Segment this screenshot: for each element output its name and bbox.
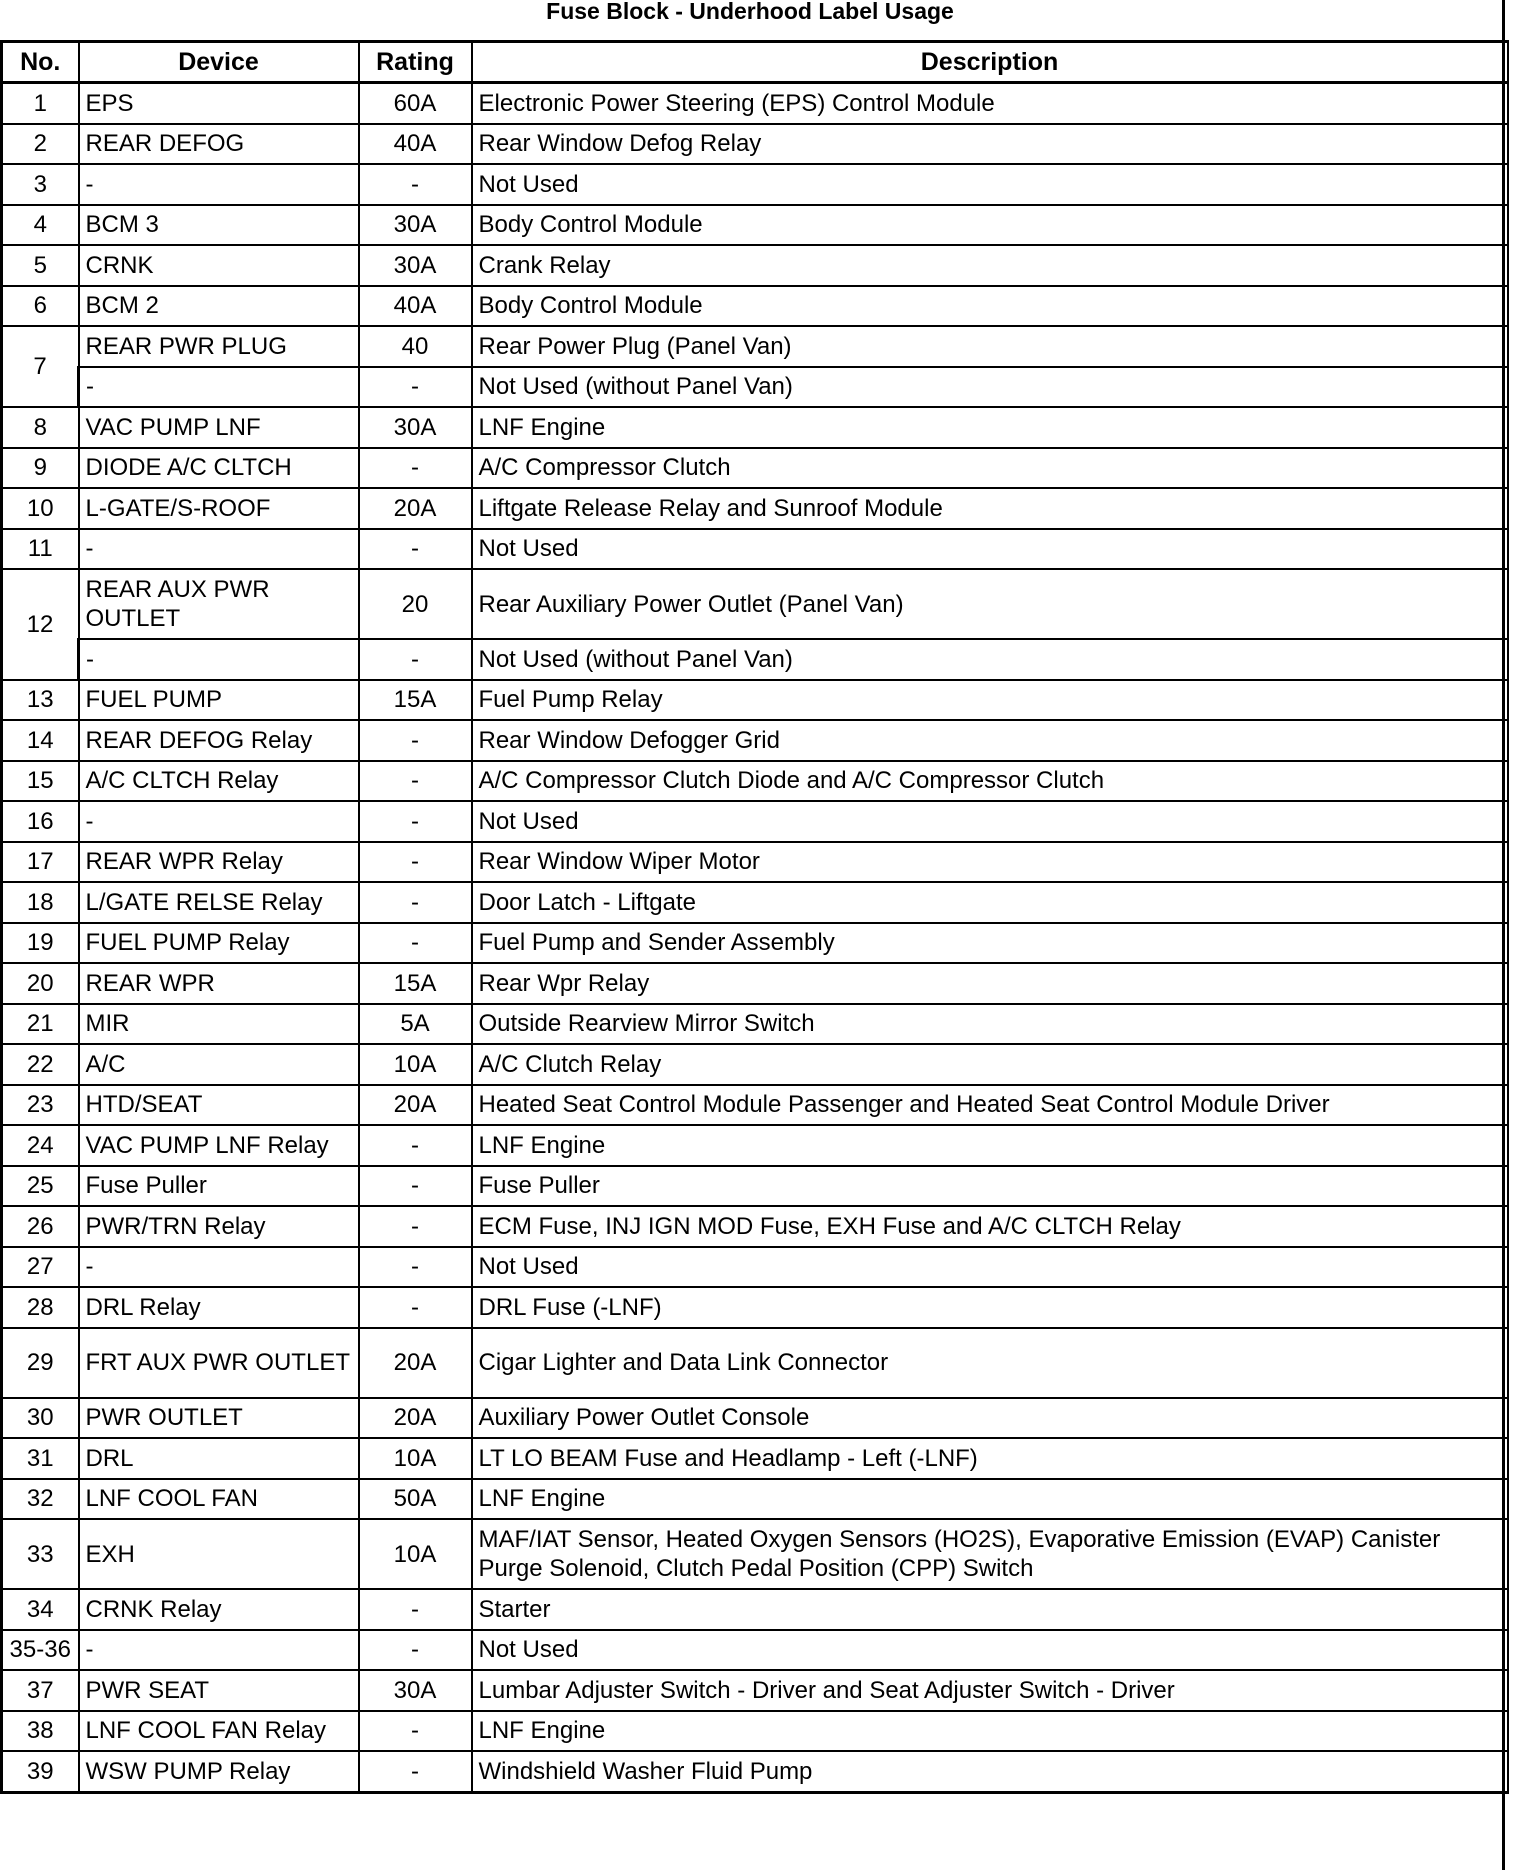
fuse-description: Auxiliary Power Outlet Console [472, 1398, 1508, 1439]
table-row [2, 407, 1508, 448]
table-row [2, 1247, 1508, 1288]
fuse-rating: - [359, 801, 472, 842]
fuse-rating: - [359, 1166, 472, 1207]
fuse-number: 14 [2, 720, 79, 761]
fuse-number: 5 [2, 245, 79, 286]
fuse-device: - [79, 801, 359, 842]
table-row [2, 1328, 1508, 1398]
fuse-device: EXH [79, 1519, 359, 1589]
fuse-rating: - [359, 448, 472, 489]
fuse-device: - [79, 639, 359, 680]
table-row [2, 1398, 1508, 1439]
fuse-description: Rear Auxiliary Power Outlet (Panel Van) [472, 569, 1508, 639]
fuse-description: ECM Fuse, INJ IGN MOD Fuse, EXH Fuse and A/C CLTCH Relay [472, 1206, 1508, 1247]
fuse-number: 17 [2, 842, 79, 883]
table-row [2, 1589, 1508, 1630]
fuse-number: 22 [2, 1044, 79, 1085]
fuse-device: LNF COOL FAN Relay [79, 1711, 359, 1752]
table-row [2, 1125, 1508, 1166]
fuse-description: LNF Engine [472, 1125, 1508, 1166]
table-row [2, 801, 1508, 842]
fuse-description: Rear Wpr Relay [472, 963, 1508, 1004]
table-row [2, 963, 1508, 1004]
fuse-rating: 15A [359, 963, 472, 1004]
fuse-description: Body Control Module [472, 286, 1508, 327]
fuse-device: CRNK Relay [79, 1589, 359, 1630]
fuse-rating: 30A [359, 205, 472, 246]
fuse-device: MIR [79, 1004, 359, 1045]
fuse-rating: - [359, 1247, 472, 1288]
fuse-device: REAR DEFOG [79, 124, 359, 165]
fuse-rating: 30A [359, 1670, 472, 1711]
fuse-device: - [79, 164, 359, 205]
fuse-description: Not Used [472, 1247, 1508, 1288]
table-row [2, 1711, 1508, 1752]
fuse-description: LNF Engine [472, 407, 1508, 448]
fuse-number: 10 [2, 488, 79, 529]
fuse-rating: - [359, 1711, 472, 1752]
fuse-description: Cigar Lighter and Data Link Connector [472, 1328, 1508, 1398]
fuse-device: WSW PUMP Relay [79, 1751, 359, 1792]
table-row [2, 1085, 1508, 1126]
fuse-rating: 10A [359, 1519, 472, 1589]
table-row [2, 842, 1508, 883]
fuse-number: 9 [2, 448, 79, 489]
fuse-device: BCM 3 [79, 205, 359, 246]
fuse-description: LNF Engine [472, 1711, 1508, 1752]
table-row [2, 1206, 1508, 1247]
fuse-rating: 50A [359, 1479, 472, 1520]
fuse-description: Not Used [472, 1630, 1508, 1671]
fuse-rating: - [359, 1125, 472, 1166]
table-row [2, 245, 1508, 286]
fuse-description: Not Used (without Panel Van) [472, 639, 1508, 680]
fuse-description: Not Used (without Panel Van) [472, 367, 1508, 408]
fuse-device: A/C [79, 1044, 359, 1085]
fuse-description: A/C Compressor Clutch [472, 448, 1508, 489]
fuse-number: 13 [2, 680, 79, 721]
table-row [2, 639, 1508, 680]
fuse-rating: - [359, 1206, 472, 1247]
fuse-number: 24 [2, 1125, 79, 1166]
fuse-number: 29 [2, 1328, 79, 1398]
fuse-device: REAR PWR PLUG [79, 326, 359, 367]
fuse-device: REAR WPR [79, 963, 359, 1004]
fuse-number: 28 [2, 1287, 79, 1328]
fuse-number: 34 [2, 1589, 79, 1630]
fuse-description: Outside Rearview Mirror Switch [472, 1004, 1508, 1045]
fuse-number: 23 [2, 1085, 79, 1126]
fuse-description: Crank Relay [472, 245, 1508, 286]
table-row [2, 1166, 1508, 1207]
fuse-device: CRNK [79, 245, 359, 286]
fuse-number: 39 [2, 1751, 79, 1792]
fuse-usage-table [0, 40, 1509, 1794]
fuse-rating: 20A [359, 1085, 472, 1126]
table-row [2, 448, 1508, 489]
fuse-description: Liftgate Release Relay and Sunroof Module [472, 488, 1508, 529]
fuse-number: 21 [2, 1004, 79, 1045]
table-row [2, 164, 1508, 205]
fuse-rating: - [359, 1751, 472, 1792]
fuse-rating: 10A [359, 1044, 472, 1085]
fuse-number: 33 [2, 1519, 79, 1589]
fuse-device: A/C CLTCH Relay [79, 761, 359, 802]
header-no: No. [2, 42, 79, 83]
fuse-description: Not Used [472, 801, 1508, 842]
fuse-description: Fuel Pump and Sender Assembly [472, 923, 1508, 964]
table-header [2, 42, 1508, 83]
fuse-device: Fuse Puller [79, 1166, 359, 1207]
fuse-number: 31 [2, 1438, 79, 1479]
fuse-rating: - [359, 882, 472, 923]
fuse-rating: 60A [359, 83, 472, 124]
table-row [2, 1751, 1508, 1792]
fuse-description: DRL Fuse (-LNF) [472, 1287, 1508, 1328]
table-row [2, 882, 1508, 923]
fuse-device: L-GATE/S-ROOF [79, 488, 359, 529]
table-row [2, 1287, 1508, 1328]
fuse-number: 1 [2, 83, 79, 124]
fuse-device: PWR/TRN Relay [79, 1206, 359, 1247]
fuse-number: 20 [2, 963, 79, 1004]
table-row [2, 1670, 1508, 1711]
fuse-description: Fuel Pump Relay [472, 680, 1508, 721]
fuse-rating: - [359, 1589, 472, 1630]
fuse-description: Starter [472, 1589, 1508, 1630]
fuse-rating: 40A [359, 286, 472, 327]
table-row [2, 1479, 1508, 1520]
fuse-rating: - [359, 1630, 472, 1671]
fuse-rating: 20A [359, 1328, 472, 1398]
fuse-rating: - [359, 842, 472, 883]
fuse-number: 19 [2, 923, 79, 964]
fuse-number: 16 [2, 801, 79, 842]
fuse-device: - [79, 1630, 359, 1671]
fuse-number: 35-36 [2, 1630, 79, 1671]
fuse-device: DIODE A/C CLTCH [79, 448, 359, 489]
fuse-description: Not Used [472, 529, 1508, 570]
fuse-description: Fuse Puller [472, 1166, 1508, 1207]
table-row [2, 1630, 1508, 1671]
fuse-device: PWR OUTLET [79, 1398, 359, 1439]
fuse-rating: 20 [359, 569, 472, 639]
fuse-description: A/C Clutch Relay [472, 1044, 1508, 1085]
fuse-device: DRL Relay [79, 1287, 359, 1328]
fuse-number: 25 [2, 1166, 79, 1207]
fuse-device: BCM 2 [79, 286, 359, 327]
fuse-description: Rear Window Defog Relay [472, 124, 1508, 165]
fuse-number: 30 [2, 1398, 79, 1439]
table-title: Fuse Block - Underhood Label Usage [546, 0, 954, 24]
fuse-description: Electronic Power Steering (EPS) Control Module [472, 83, 1508, 124]
fuse-rating: 30A [359, 245, 472, 286]
table-row [2, 326, 1508, 367]
fuse-number: 8 [2, 407, 79, 448]
header-rating: Rating [359, 42, 472, 83]
fuse-device: HTD/SEAT [79, 1085, 359, 1126]
fuse-device: DRL [79, 1438, 359, 1479]
table-row [2, 488, 1508, 529]
fuse-device: LNF COOL FAN [79, 1479, 359, 1520]
table-row [2, 923, 1508, 964]
fuse-rating: - [359, 367, 472, 408]
fuse-device: - [79, 367, 359, 408]
fuse-rating: - [359, 164, 472, 205]
fuse-device: EPS [79, 83, 359, 124]
fuse-device: L/GATE RELSE Relay [79, 882, 359, 923]
fuse-description: Door Latch - Liftgate [472, 882, 1508, 923]
fuse-description: Not Used [472, 164, 1508, 205]
fuse-description: Windshield Washer Fluid Pump [472, 1751, 1508, 1792]
fuse-number: 7 [2, 326, 79, 407]
fuse-number: 15 [2, 761, 79, 802]
table-row [2, 83, 1508, 124]
header-row [2, 42, 1508, 83]
fuse-device: - [79, 529, 359, 570]
fuse-number: 6 [2, 286, 79, 327]
fuse-number: 27 [2, 1247, 79, 1288]
fuse-device: FUEL PUMP [79, 680, 359, 721]
fuse-device: - [79, 1247, 359, 1288]
fuse-description: A/C Compressor Clutch Diode and A/C Compressor Clutch [472, 761, 1508, 802]
fuse-number: 2 [2, 124, 79, 165]
fuse-device: REAR WPR Relay [79, 842, 359, 883]
fuse-rating: 40 [359, 326, 472, 367]
fuse-number: 37 [2, 1670, 79, 1711]
fuse-device: FUEL PUMP Relay [79, 923, 359, 964]
header-device: Device [79, 42, 359, 83]
table-row [2, 1438, 1508, 1479]
fuse-device: REAR DEFOG Relay [79, 720, 359, 761]
fuse-device: FRT AUX PWR OUTLET [79, 1328, 359, 1398]
fuse-number: 18 [2, 882, 79, 923]
header-description: Description [472, 42, 1508, 83]
fuse-rating: - [359, 923, 472, 964]
table-row [2, 1519, 1508, 1589]
table-row [2, 286, 1508, 327]
fuse-number: 11 [2, 529, 79, 570]
fuse-rating: - [359, 529, 472, 570]
fuse-description: Lumbar Adjuster Switch - Driver and Seat Adjuster Switch - Driver [472, 1670, 1508, 1711]
fuse-rating: 5A [359, 1004, 472, 1045]
table-row [2, 1044, 1508, 1085]
fuse-device: PWR SEAT [79, 1670, 359, 1711]
table-row [2, 720, 1508, 761]
table-row [2, 761, 1508, 802]
fuse-description: Rear Window Defogger Grid [472, 720, 1508, 761]
table-row [2, 205, 1508, 246]
fuse-rating: 20A [359, 488, 472, 529]
fuse-number: 4 [2, 205, 79, 246]
fuse-rating: 15A [359, 680, 472, 721]
fuse-rating: 40A [359, 124, 472, 165]
fuse-device: VAC PUMP LNF Relay [79, 1125, 359, 1166]
table-row [2, 569, 1508, 639]
fuse-description: LT LO BEAM Fuse and Headlamp - Left (-LNF) [472, 1438, 1508, 1479]
table-body [2, 83, 1508, 1793]
fuse-device: VAC PUMP LNF [79, 407, 359, 448]
fuse-number: 12 [2, 569, 79, 680]
fuse-description: Body Control Module [472, 205, 1508, 246]
fuse-rating: - [359, 761, 472, 802]
fuse-device: REAR AUX PWR OUTLET [79, 569, 359, 639]
fuse-description: Heated Seat Control Module Passenger and Heated Seat Control Module Driver [472, 1085, 1508, 1126]
table-row [2, 680, 1508, 721]
fuse-rating: - [359, 720, 472, 761]
table-row [2, 1004, 1508, 1045]
fuse-rating: - [359, 1287, 472, 1328]
fuse-number: 32 [2, 1479, 79, 1520]
table-row [2, 367, 1508, 408]
fuse-rating: 10A [359, 1438, 472, 1479]
fuse-description: LNF Engine [472, 1479, 1508, 1520]
fuse-description: Rear Power Plug (Panel Van) [472, 326, 1508, 367]
fuse-number: 38 [2, 1711, 79, 1752]
fuse-number: 26 [2, 1206, 79, 1247]
table-row [2, 529, 1508, 570]
fuse-rating: - [359, 639, 472, 680]
fuse-number: 3 [2, 164, 79, 205]
table-row [2, 124, 1508, 165]
fuse-description: MAF/IAT Sensor, Heated Oxygen Sensors (HO2S), Evaporative Emission (EVAP) Canister Purge Solenoid, Clutch Pedal Position (CPP) Switch [472, 1519, 1508, 1589]
fuse-rating: 20A [359, 1398, 472, 1439]
fuse-description: Rear Window Wiper Motor [472, 842, 1508, 883]
fuse-rating: 30A [359, 407, 472, 448]
